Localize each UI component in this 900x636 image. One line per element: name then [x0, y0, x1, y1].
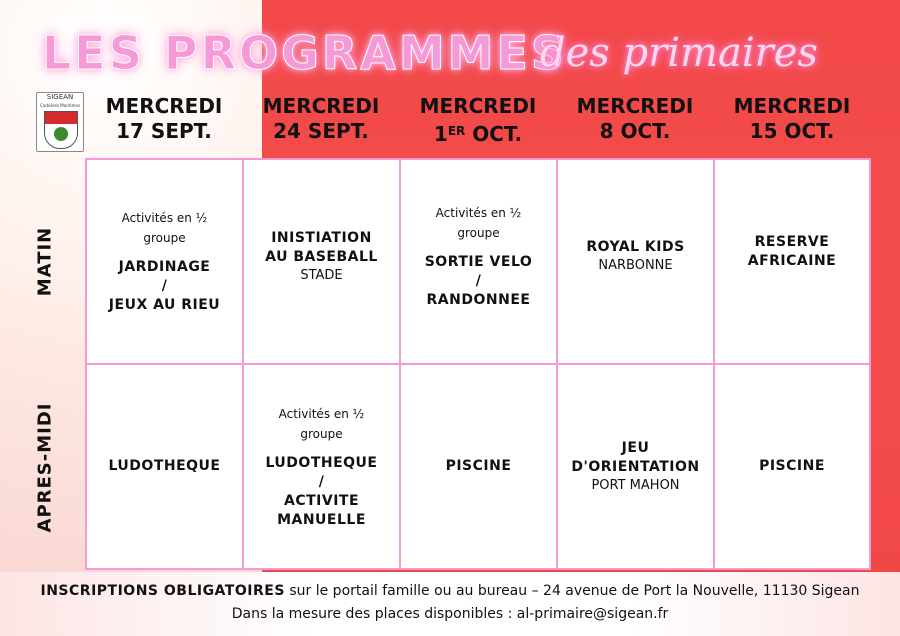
town-logo: [36, 92, 84, 152]
cell-note: groupe: [457, 226, 500, 240]
cell-afternoon-2: [242, 363, 401, 570]
cell-place: PORT MAHON: [591, 477, 680, 493]
cell-morning-2: [242, 158, 401, 365]
cell-activity: JEU: [621, 439, 650, 456]
footer-address: sur le portail famille ou au bureau – 24 avenue de Port la Nouvelle, 11130 Sigean: [284, 583, 860, 599]
day-header-2: [242, 94, 400, 144]
day-name: MERCREDI: [419, 94, 537, 118]
cell-place: STADE: [300, 267, 343, 283]
cell-note: Activités en ½: [121, 211, 208, 225]
cell-note: Activités en ½: [278, 406, 365, 421]
day-date: 15 OCT.: [749, 119, 835, 143]
cell-activity: JARDINAGE: [118, 259, 211, 275]
page-subtitle: des primaires: [540, 30, 818, 76]
cell-place: NARBONNE: [598, 258, 673, 273]
row-label-afternoon: APRES-MIDI: [34, 402, 56, 532]
day-name: MERCREDI: [105, 94, 223, 118]
cell-note: groupe: [300, 426, 343, 441]
cell-activity: D'ORIENTATION: [571, 458, 700, 475]
cell-afternoon-1: [85, 363, 244, 570]
cell-morning-1: [85, 158, 244, 365]
day-name: MERCREDI: [733, 94, 851, 118]
cell-note: Activités en ½: [435, 206, 522, 220]
footer-bold: INSCRIPTIONS OBLIGATOIRES: [40, 583, 285, 599]
schedule-grid: [85, 158, 871, 570]
footer-line-2: Dans la mesure des places disponibles : al-primaire@sigean.fr: [231, 606, 669, 622]
logo-town: SIGEAN: [46, 93, 74, 101]
cell-afternoon-5: [713, 363, 871, 570]
cell-activity: LUDOTHEQUE: [265, 454, 378, 471]
cell-activity: MANUELLE: [277, 511, 366, 528]
cell-activity: LUDOTHEQUE: [108, 458, 221, 474]
cell-activity: /: [318, 473, 325, 490]
cell-morning-3: [399, 158, 558, 365]
tree-icon: [54, 127, 68, 141]
cell-activity: RANDONNEE: [426, 292, 531, 308]
day-name: MERCREDI: [576, 94, 694, 118]
cell-morning-4: [556, 158, 715, 365]
logo-subtitle: Corbières Maritimes: [39, 103, 81, 108]
cell-activity: ROYAL KIDS: [586, 239, 685, 255]
cell-activity: /: [161, 278, 168, 294]
cell-note: groupe: [143, 231, 186, 245]
cell-activity: ACTIVITE: [283, 492, 360, 509]
shield-icon: [44, 111, 78, 149]
footer-line-1: [0, 583, 900, 599]
day-header-4: [556, 94, 714, 144]
day-date: 1ER OCT.: [433, 122, 523, 146]
page-title: LES PROGRAMMES: [42, 26, 567, 80]
cell-afternoon-3: [399, 363, 558, 570]
cell-activity: JEUX AU RIEU: [108, 297, 221, 313]
cell-activity: INISTIATION: [271, 229, 372, 246]
footer-band: [0, 572, 900, 636]
day-name: MERCREDI: [262, 94, 380, 118]
day-date: 8 OCT.: [599, 119, 671, 143]
cell-activity: AFRICAINE: [747, 252, 837, 269]
row-label-morning: MATIN: [34, 226, 56, 296]
cell-activity: SORTIE VELO: [424, 254, 533, 270]
cell-activity: /: [475, 273, 482, 289]
cell-activity: PISCINE: [445, 458, 512, 474]
day-date: 24 SEPT.: [273, 119, 369, 143]
cell-afternoon-4: [556, 363, 715, 570]
cell-morning-5: [713, 158, 871, 365]
day-header-1: [85, 94, 243, 144]
cell-activity: RESERVE: [754, 233, 830, 250]
day-header-3: [399, 94, 557, 147]
day-header-5: [713, 94, 871, 144]
day-date: 17 SEPT.: [116, 119, 212, 143]
cell-activity: PISCINE: [759, 458, 825, 474]
cell-activity: AU BASEBALL: [265, 248, 378, 265]
logo-text: [37, 93, 83, 109]
